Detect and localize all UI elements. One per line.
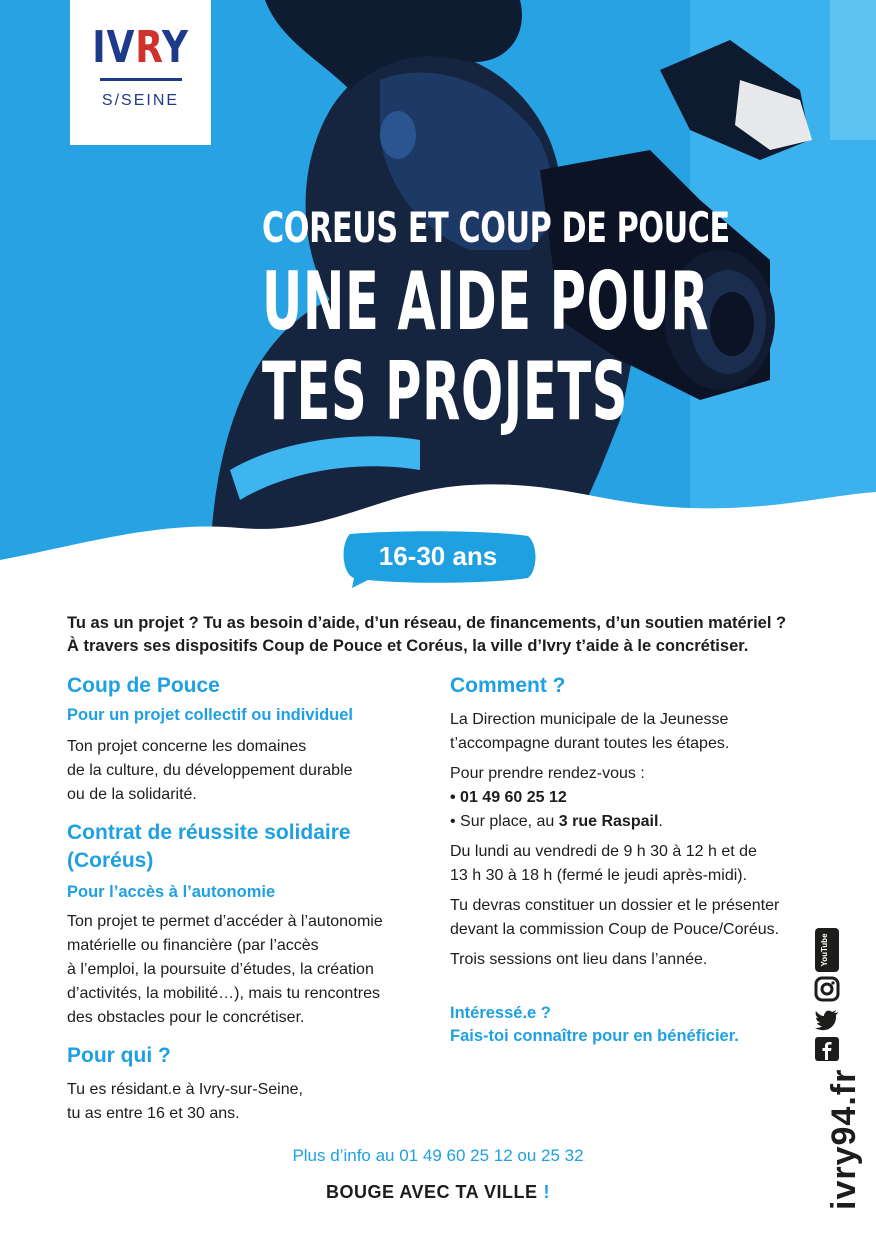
text-line: d’activités, la mobilité…), mais tu rencontres — [67, 985, 380, 1002]
hero-subtitle: COREUS ET COUP DE POUCE — [262, 203, 730, 252]
text-line: La Direction municipale de la Jeunesse — [450, 711, 729, 728]
logo-divider — [100, 78, 182, 81]
twitter-icon[interactable] — [814, 1006, 840, 1032]
text-line: Du lundi au vendredi de 9 h 30 à 12 h et de — [450, 843, 757, 860]
coup-de-pouce-heading: Coup de Pouce — [67, 674, 220, 697]
coreus-subheading: Pour l’accès à l’autonomie — [67, 883, 276, 901]
hours-block — [450, 840, 810, 888]
intro-line: À travers ses dispositifs Coup de Pouce et Coréus, la ville d’Ivry t’aide à le concrétiser. — [67, 637, 749, 655]
youtube-label: YouTube — [820, 933, 829, 967]
facebook-icon[interactable] — [814, 1036, 840, 1062]
text-line: t’accompagne durant toutes les étapes. — [450, 735, 730, 752]
text-line: tu as entre 16 et 30 ans. — [67, 1105, 240, 1122]
coreus-description — [67, 910, 427, 1030]
intro-text — [67, 612, 817, 658]
logo-subtitle: S/SEINE — [101, 92, 180, 109]
coreus-heading-2: (Coréus) — [67, 849, 154, 872]
who-heading: Pour qui ? — [67, 1044, 171, 1067]
text-line: matérielle ou financière (par l’accès — [67, 937, 319, 954]
footer-slogan — [0, 1182, 876, 1203]
text-line: devant la commission Coup de Pouce/Coréus. — [450, 921, 780, 938]
text-line: 13 h 30 à 18 h (fermé le jeudi après-midi). — [450, 867, 748, 884]
intro-line: Tu as un projet ? Tu as besoin d’aide, d’un réseau, de financements, d’un soutien matériel ? — [67, 614, 787, 632]
coreus-heading: Contrat de réussite solidaire — [67, 821, 351, 844]
footer-info: Plus d’info au 01 49 60 25 12 ou 25 32 — [292, 1146, 584, 1165]
text-line: Ton projet concerne les domaines — [67, 738, 307, 755]
text-line: des obstacles pour le concrétiser. — [67, 1009, 305, 1026]
hero-title-line2: TES PROJETS — [262, 345, 629, 438]
coup-de-pouce-description — [67, 735, 427, 807]
text-line: ou de la solidarité. — [67, 786, 197, 803]
who-description — [67, 1078, 427, 1126]
phone-number[interactable]: • 01 49 60 25 12 — [450, 789, 567, 806]
sessions-text: Trois sessions ont lieu dans l’année. — [450, 951, 708, 968]
text-line: Tu devras constituer un dossier et le présenter — [450, 897, 780, 914]
address-value: 3 rue Raspail — [558, 813, 659, 830]
coup-de-pouce-subheading: Pour un projet collectif ou individuel — [67, 706, 354, 724]
age-badge: 16-30 ans — [378, 541, 498, 571]
slogan-mark: ! — [543, 1182, 550, 1202]
logo-wordmark: IVRY — [92, 22, 189, 73]
website-url[interactable]: ivry94.fr — [825, 1068, 863, 1210]
text-line: de la culture, du développement durable — [67, 762, 353, 779]
address-suffix: . — [658, 813, 663, 830]
slogan-text: BOUGE AVEC TA VILLE — [325, 1182, 538, 1202]
cta-action: Fais-toi connaître pour en bénéficier. — [450, 1027, 739, 1045]
hero-title-line1: UNE AIDE POUR — [262, 255, 710, 348]
text-line: Ton projet te permet d’accéder à l’autonomie — [67, 913, 383, 930]
text-line: à l’emploi, la poursuite d’études, la création — [67, 961, 374, 978]
youtube-icon[interactable] — [814, 928, 840, 972]
how-heading: Comment ? — [450, 674, 566, 697]
hero-banner — [0, 0, 876, 600]
address-line — [450, 810, 810, 834]
dossier-block — [450, 894, 810, 942]
rdv-label: Pour prendre rendez-vous : — [450, 765, 645, 782]
text-line: Tu es résidant.e à Ivry-sur-Seine, — [67, 1081, 303, 1098]
cta-block — [450, 1002, 810, 1048]
instagram-icon[interactable] — [814, 976, 840, 1002]
contact-block — [450, 762, 810, 834]
cta-question: Intéressé.e ? — [450, 1004, 551, 1022]
address-prefix: • Sur place, au — [450, 813, 559, 830]
right-column — [450, 672, 810, 1048]
logo-letter-r: R — [135, 22, 162, 73]
ivry-logo[interactable] — [70, 0, 211, 145]
left-column — [67, 672, 427, 1126]
how-description — [450, 708, 810, 756]
